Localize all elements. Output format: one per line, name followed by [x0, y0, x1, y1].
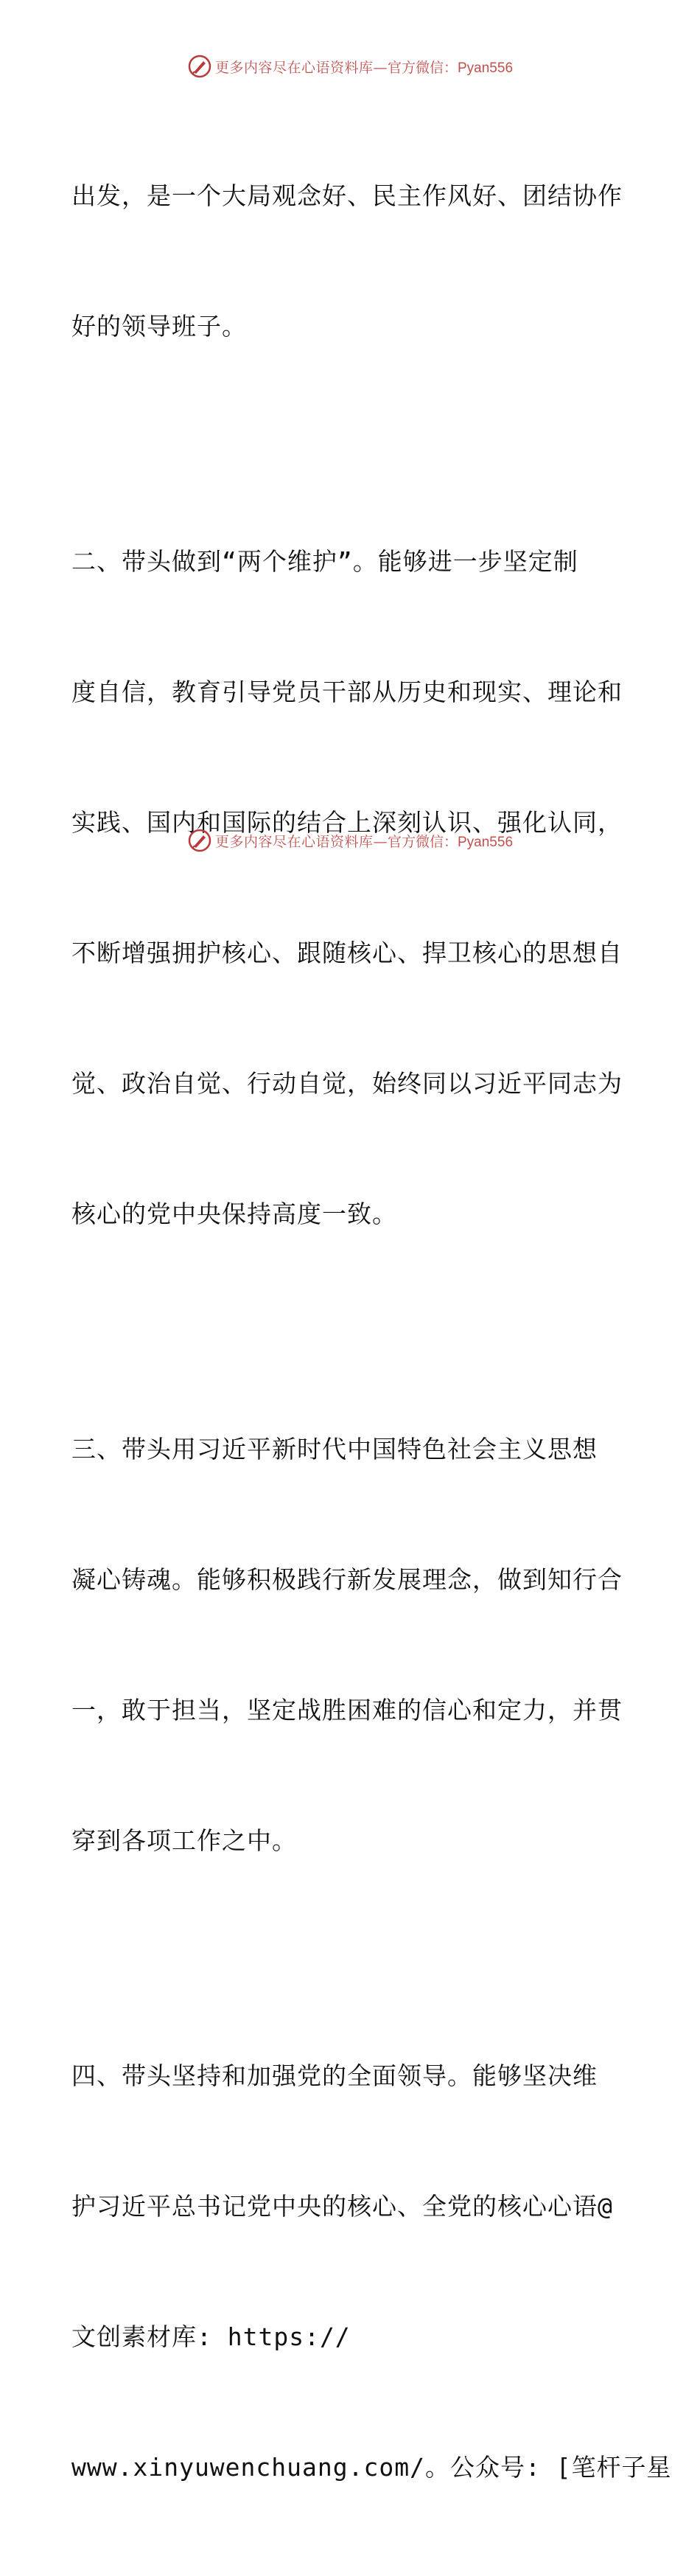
banner-contact: 官方微信：Pyan556	[388, 834, 514, 850]
document-body	[71, 87, 672, 2576]
banner-contact: 官方微信：Pyan556	[388, 60, 514, 76]
paragraph-2	[71, 453, 631, 1323]
quill-pen-logo-icon	[187, 828, 212, 853]
text-line: 实践、国内和国际的结合上深刻认识、强化认同，	[71, 808, 623, 837]
text-line: 不断增强拥护核心、跟随核心、捍卫核心的思想自	[71, 939, 623, 967]
paragraph-4	[71, 1967, 672, 2576]
header-watermark-banner	[0, 52, 700, 81]
text-line: 一，敢于担当，坚定战胜困难的信心和定力，并贯	[71, 1696, 623, 1724]
text-line: 凝心铸魂。能够积极践行新发展理念，做到知行合	[71, 1565, 623, 1594]
text-line: 四、带头坚持和加强党的全面领导。能够坚决维	[71, 2061, 598, 2090]
text-line: 度自信，教育引导党员干部从历史和现实、理论和	[71, 678, 623, 706]
quill-pen-logo-icon	[187, 54, 212, 79]
text-line: 出发，是一个大局观念好、民主作风好、团结协作	[71, 181, 623, 210]
text-line: 二、带头做到“两个维护”。能够进一步坚定制	[71, 547, 578, 576]
text-line: 穿到各项工作之中。	[71, 1826, 297, 1855]
text-line: 护习近平总书记党中央的核心、全党的核心心语@	[71, 2192, 613, 2221]
text-line: www.xinyuwenchuang.com/。公众号: [笔杆子星	[71, 2453, 672, 2482]
paragraph-3	[71, 1340, 631, 1949]
text-line: 好的领导班子。	[71, 312, 247, 341]
text-line: 三、带头用习近平新时代中国特色社会主义思想	[71, 1435, 598, 1463]
text-line: 文创素材库: https://	[71, 2322, 351, 2351]
text-line: 觉、政治自觉、行动自觉，始终同以习近平同志为	[71, 1069, 623, 1098]
banner-text: 更多内容尽在心语资料库—	[214, 59, 388, 76]
text-line: 核心的党中央保持高度一致。	[71, 1200, 397, 1228]
footer-watermark-banner	[0, 826, 700, 855]
banner-text: 更多内容尽在心语资料库—	[214, 833, 388, 850]
paragraph-1	[71, 87, 631, 435]
